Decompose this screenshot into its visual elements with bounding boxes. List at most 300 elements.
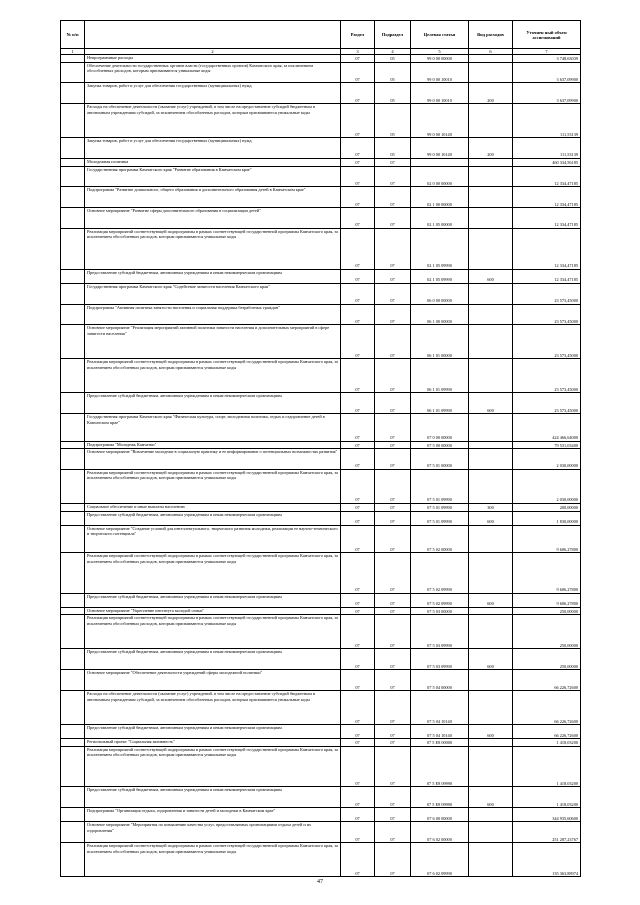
- cell-article: 07 5 E8 00000: [411, 739, 469, 747]
- cell-type: 600: [469, 393, 513, 414]
- cell-article: 07 5 01 09990: [411, 469, 469, 503]
- table-row: [61, 441, 581, 449]
- cell-section: 07: [341, 553, 375, 594]
- budget-document: [60, 20, 580, 877]
- cell-type: [469, 283, 513, 304]
- cell-subsection: 07: [375, 269, 411, 283]
- cell-name: Государственная программа Камчатского края "Физическая культура, спорт, молодежная политика, отдых и оздоровление детей в Камчатском крае": [85, 414, 341, 441]
- cell-type: [469, 441, 513, 449]
- cell-section: 07: [341, 83, 375, 104]
- table-row: [61, 304, 581, 325]
- cell-index: [61, 691, 85, 725]
- cell-section: 07: [341, 670, 375, 691]
- cell-section: 07: [341, 393, 375, 414]
- cell-type: 200: [469, 138, 513, 159]
- cell-type: [469, 607, 513, 615]
- cell-index: [61, 138, 85, 159]
- cell-amount: 12 334,47185: [513, 269, 581, 283]
- cell-type: 200: [469, 83, 513, 104]
- table-row: [61, 525, 581, 552]
- cell-index: [61, 62, 85, 83]
- cell-subsection: 07: [375, 649, 411, 670]
- cell-article: 06 1 01 00000: [411, 325, 469, 359]
- cell-article: 06 1 00 00000: [411, 304, 469, 325]
- cell-article: 99 0 00 00000: [411, 55, 469, 63]
- table-row: [61, 449, 581, 470]
- cell-amount: 23 573,45000: [513, 304, 581, 325]
- cell-section: 07: [341, 414, 375, 441]
- cell-name: Расходы на обеспечение деятельности (оказание услуг) учреждений, в том числе на предоставление субсидий бюджетным и автономным учреждениям субсидий, за исключением обособленных расходов, которым присваиваются уникальные коды: [85, 104, 341, 138]
- cell-article: 07 5 02 00000: [411, 525, 469, 552]
- cell-amount: 2 030,00000: [513, 449, 581, 470]
- table-row: [61, 208, 581, 229]
- cell-section: 07: [341, 187, 375, 208]
- cell-type: [469, 414, 513, 441]
- cell-article: [411, 158, 469, 166]
- table-row: [61, 158, 581, 166]
- cell-section: 07: [341, 325, 375, 359]
- cell-article: 02 1 05 09990: [411, 269, 469, 283]
- cell-index: [61, 746, 85, 787]
- table-row: [61, 166, 581, 187]
- cell-amount: 251 287,23767: [513, 822, 581, 843]
- table-row: [61, 615, 581, 649]
- cell-section: 07: [341, 469, 375, 503]
- cell-article: 07 6 00 00000: [411, 808, 469, 822]
- cell-type: 600: [469, 269, 513, 283]
- cell-type: [469, 166, 513, 187]
- cell-article: 02 1 05 00000: [411, 208, 469, 229]
- cell-article: 07 5 04 10140: [411, 725, 469, 739]
- cell-type: [469, 525, 513, 552]
- cell-amount: 12 334,47185: [513, 166, 581, 187]
- cell-section: 07: [341, 441, 375, 449]
- cell-type: [469, 325, 513, 359]
- cell-name: Предоставление субсидий бюджетным, автономным учреждениям и иным некоммерческим организациям: [85, 593, 341, 607]
- cell-section: 07: [341, 787, 375, 808]
- cell-subsection: 05: [375, 62, 411, 83]
- cell-amount: 111,53139: [513, 104, 581, 138]
- cell-section: 07: [341, 691, 375, 725]
- cell-subsection: 07: [375, 670, 411, 691]
- table-row: [61, 283, 581, 304]
- cell-subsection: 07: [375, 511, 411, 525]
- cell-index: [61, 725, 85, 739]
- cell-section: 07: [341, 304, 375, 325]
- cell-article: 99 0 00 10010: [411, 83, 469, 104]
- cell-subsection: 07: [375, 593, 411, 607]
- cell-subsection: 05: [375, 138, 411, 159]
- cell-index: [61, 325, 85, 359]
- table-row: [61, 808, 581, 822]
- table-row: [61, 269, 581, 283]
- cell-type: [469, 359, 513, 393]
- cell-article: 99 0 00 10010: [411, 62, 469, 83]
- cell-index: [61, 208, 85, 229]
- cell-name: Реализация мероприятий соответствующей подпрограммы в рамках соответствующей государственной программы Камчатского края, за исключением обособленных расходов, которым присваиваются уникальные коды: [85, 359, 341, 393]
- cell-subsection: 05: [375, 83, 411, 104]
- cell-type: 600: [469, 725, 513, 739]
- cell-name: Основное мероприятие "Мероприятия по повышению качества услуг, предоставляемых организациями отдыха детей и их оздоровления": [85, 822, 341, 843]
- cell-type: [469, 670, 513, 691]
- cell-subsection: 07: [375, 503, 411, 511]
- cell-article: 07 5 03 09990: [411, 649, 469, 670]
- cell-type: [469, 553, 513, 594]
- table-row: [61, 739, 581, 747]
- cell-type: 600: [469, 593, 513, 607]
- table-row: [61, 670, 581, 691]
- cell-index: [61, 283, 85, 304]
- cell-article: 07 5 02 09990: [411, 553, 469, 594]
- cell-subsection: 07: [375, 359, 411, 393]
- cell-index: [61, 414, 85, 441]
- cell-subsection: 07: [375, 739, 411, 747]
- budget-table: [60, 20, 581, 877]
- cell-amount: 66 226,72600: [513, 670, 581, 691]
- table-row: [61, 83, 581, 104]
- cell-article: 07 5 E8 09990: [411, 746, 469, 787]
- cell-name: Реализация мероприятий соответствующей подпрограммы в рамках соответствующей государственной программы Камчатского края, за исключением обособленных расходов, которым присваиваются уникальные коды: [85, 615, 341, 649]
- col-number: 4: [375, 49, 411, 55]
- cell-index: [61, 739, 85, 747]
- table-row: [61, 187, 581, 208]
- cell-amount: 23 573,45000: [513, 325, 581, 359]
- cell-name: Реализация мероприятий соответствующей подпрограммы в рамках соответствующей государственной программы Камчатского края, за исключением обособленных расходов, которым присваиваются уникальные коды: [85, 746, 341, 787]
- cell-article: 07 5 00 00000: [411, 441, 469, 449]
- cell-article: 07 5 03 09990: [411, 615, 469, 649]
- cell-type: 600: [469, 649, 513, 670]
- cell-amount: 9 606,27800: [513, 553, 581, 594]
- cell-subsection: 07: [375, 187, 411, 208]
- cell-index: [61, 104, 85, 138]
- cell-amount: 3 637,09900: [513, 62, 581, 83]
- cell-article: 06 1 01 09990: [411, 359, 469, 393]
- cell-type: [469, 449, 513, 470]
- cell-subsection: 07: [375, 525, 411, 552]
- cell-article: 02 1 05 09990: [411, 228, 469, 269]
- cell-amount: 12 334,47185: [513, 208, 581, 229]
- cell-article: 07 6 02 09990: [411, 843, 469, 877]
- cell-section: 07: [341, 843, 375, 877]
- cell-section: 07: [341, 808, 375, 822]
- cell-section: 07: [341, 104, 375, 138]
- cell-subsection: 07: [375, 746, 411, 787]
- cell-name: Социальное обеспечение и иные выплаты населению: [85, 503, 341, 511]
- table-row: [61, 607, 581, 615]
- cell-subsection: 07: [375, 393, 411, 414]
- table-row: [61, 469, 581, 503]
- col-number: 2: [85, 49, 341, 55]
- cell-subsection: 07: [375, 822, 411, 843]
- cell-article: 07 5 E8 09990: [411, 787, 469, 808]
- cell-subsection: 07: [375, 843, 411, 877]
- cell-amount: 12 334,47185: [513, 187, 581, 208]
- cell-article: 07 5 02 09990: [411, 593, 469, 607]
- cell-index: [61, 441, 85, 449]
- cell-name: Непрограммные расходы: [85, 55, 341, 63]
- cell-name: Молодежная политика: [85, 158, 341, 166]
- cell-subsection: 07: [375, 725, 411, 739]
- cell-section: 07: [341, 503, 375, 511]
- cell-index: [61, 670, 85, 691]
- cell-type: [469, 843, 513, 877]
- cell-type: [469, 746, 513, 787]
- cell-amount: 1 418,03200: [513, 787, 581, 808]
- cell-subsection: 07: [375, 158, 411, 166]
- cell-index: [61, 511, 85, 525]
- cell-name: Основное мероприятие "Развитие сферы дополнительного образования в социализации детей": [85, 208, 341, 229]
- table-row: [61, 843, 581, 877]
- header-index: № п/п: [61, 21, 85, 49]
- cell-section: 07: [341, 138, 375, 159]
- cell-index: [61, 787, 85, 808]
- table-row: [61, 228, 581, 269]
- cell-subsection: 07: [375, 787, 411, 808]
- col-number: 7: [513, 49, 581, 55]
- cell-section: 07: [341, 283, 375, 304]
- cell-article: 06 0 00 00000: [411, 283, 469, 304]
- cell-amount: 1 830,00000: [513, 511, 581, 525]
- cell-name: Подпрограмма "Организация отдыха, оздоровления и занятости детей и молодежи в Камчатском крае": [85, 808, 341, 822]
- cell-name: Реализация мероприятий соответствующей подпрограммы в рамках соответствующей государственной программы Камчатского края, за исключением обособленных расходов, которым присваиваются уникальные коды: [85, 469, 341, 503]
- cell-article: 07 5 04 10140: [411, 691, 469, 725]
- cell-name: Закупка товаров, работ и услуг для обеспечения государственных (муниципальных) нужд: [85, 138, 341, 159]
- cell-index: [61, 615, 85, 649]
- col-number: 1: [61, 49, 85, 55]
- cell-subsection: 07: [375, 691, 411, 725]
- table-row: [61, 55, 581, 63]
- cell-subsection: 07: [375, 607, 411, 615]
- cell-amount: 66 226,72600: [513, 725, 581, 739]
- header-article: Целевая статья: [411, 21, 469, 49]
- cell-type: [469, 304, 513, 325]
- cell-type: [469, 228, 513, 269]
- cell-amount: 79 531,03400: [513, 441, 581, 449]
- cell-subsection: 07: [375, 414, 411, 441]
- col-number: 3: [341, 49, 375, 55]
- cell-index: [61, 822, 85, 843]
- cell-index: [61, 649, 85, 670]
- cell-amount: 1 418,03200: [513, 739, 581, 747]
- cell-article: 07 0 00 00000: [411, 414, 469, 441]
- table-row: [61, 104, 581, 138]
- cell-amount: 3 637,09900: [513, 83, 581, 104]
- cell-article: 99 0 00 10140: [411, 138, 469, 159]
- cell-name: Предоставление субсидий бюджетным, автономным учреждениям и иным некоммерческим организациям: [85, 511, 341, 525]
- cell-amount: 111,53139: [513, 138, 581, 159]
- cell-type: [469, 808, 513, 822]
- cell-index: [61, 166, 85, 187]
- cell-subsection: 07: [375, 166, 411, 187]
- cell-section: 07: [341, 822, 375, 843]
- cell-amount: 12 334,47185: [513, 228, 581, 269]
- cell-amount: 2 030,00000: [513, 469, 581, 503]
- cell-subsection: 07: [375, 441, 411, 449]
- cell-index: [61, 187, 85, 208]
- cell-subsection: 07: [375, 304, 411, 325]
- cell-type: 300: [469, 503, 513, 511]
- cell-index: [61, 525, 85, 552]
- cell-type: [469, 62, 513, 83]
- cell-name: Реализация мероприятий соответствующей подпрограммы в рамках соответствующей государственной программы Камчатского края, за исключением обособленных расходов, которым присваиваются уникальные коды: [85, 843, 341, 877]
- cell-amount: 200,00000: [513, 503, 581, 511]
- cell-name: Предоставление субсидий бюджетным, автономным учреждениям и иным некоммерческим организациям: [85, 787, 341, 808]
- cell-name: Подпрограмма "Молодежь Камчатки": [85, 441, 341, 449]
- cell-name: Закупка товаров, работ и услуг для обеспечения государственных (муниципальных) нужд: [85, 83, 341, 104]
- table-row: [61, 691, 581, 725]
- cell-type: [469, 55, 513, 63]
- cell-name: Основное мероприятие "Реализация мероприятий активной политики занятости населения и дополнительных мероприятий в сфере занятости населения": [85, 325, 341, 359]
- table-row: [61, 359, 581, 393]
- table-row: [61, 746, 581, 787]
- table-row: [61, 138, 581, 159]
- cell-amount: 1 418,03200: [513, 746, 581, 787]
- cell-index: [61, 808, 85, 822]
- cell-subsection: 05: [375, 104, 411, 138]
- cell-index: [61, 359, 85, 393]
- cell-subsection: 07: [375, 553, 411, 594]
- cell-type: 600: [469, 511, 513, 525]
- cell-index: [61, 83, 85, 104]
- cell-index: [61, 393, 85, 414]
- cell-name: Основное мероприятие "Обеспечение деятельности учреждений сферы молодежной политики": [85, 670, 341, 691]
- cell-name: Обеспечение деятельности государственных органов власти (государственных органов) Камчатского края, за исключением обособленных расходов, которым присваиваются уникальные коды: [85, 62, 341, 83]
- cell-index: [61, 55, 85, 63]
- cell-subsection: 05: [375, 55, 411, 63]
- table-row: [61, 725, 581, 739]
- header-amount: Уточнен ный объем ассигнований: [513, 21, 581, 49]
- cell-section: 07: [341, 166, 375, 187]
- cell-name: Основное мероприятие "Укрепление института молодой семьи": [85, 607, 341, 615]
- cell-index: [61, 469, 85, 503]
- cell-amount: 344 935,60600: [513, 808, 581, 822]
- cell-section: 07: [341, 449, 375, 470]
- cell-section: 07: [341, 208, 375, 229]
- cell-amount: 250,00000: [513, 649, 581, 670]
- cell-amount: 23 573,45000: [513, 393, 581, 414]
- header-type: Вид расходов: [469, 21, 513, 49]
- cell-article: 99 0 00 10140: [411, 104, 469, 138]
- cell-article: 07 5 01 09990: [411, 511, 469, 525]
- cell-type: [469, 208, 513, 229]
- cell-index: [61, 449, 85, 470]
- cell-subsection: 07: [375, 808, 411, 822]
- cell-amount: 3 748,63039: [513, 55, 581, 63]
- cell-section: 07: [341, 228, 375, 269]
- cell-subsection: 07: [375, 469, 411, 503]
- cell-amount: 9 606,27800: [513, 593, 581, 607]
- table-row: [61, 593, 581, 607]
- table-row: [61, 511, 581, 525]
- cell-type: [469, 104, 513, 138]
- cell-type: [469, 158, 513, 166]
- table-body: [61, 55, 581, 877]
- cell-section: 07: [341, 62, 375, 83]
- cell-name: Предоставление субсидий бюджетным, автономным учреждениям и иным некоммерческим организациям: [85, 725, 341, 739]
- cell-name: Государственная программа Камчатского края "Развитие образования в Камчатском крае": [85, 166, 341, 187]
- col-number: 6: [469, 49, 513, 55]
- col-number: 5: [411, 49, 469, 55]
- cell-name: Государственная программа Камчатского края "Содействие занятости населения Камчатского края": [85, 283, 341, 304]
- cell-article: 07 5 04 00000: [411, 670, 469, 691]
- cell-type: [469, 822, 513, 843]
- cell-subsection: 07: [375, 615, 411, 649]
- cell-amount: 424 466,64000: [513, 414, 581, 441]
- cell-index: [61, 843, 85, 877]
- cell-amount: 66 226,72600: [513, 691, 581, 725]
- cell-index: [61, 607, 85, 615]
- cell-subsection: 07: [375, 228, 411, 269]
- page-number: 47: [317, 879, 323, 885]
- table-row: [61, 62, 581, 83]
- cell-amount: 9 606,27800: [513, 525, 581, 552]
- cell-type: [469, 691, 513, 725]
- cell-section: 07: [341, 55, 375, 63]
- cell-subsection: 07: [375, 283, 411, 304]
- cell-section: 07: [341, 725, 375, 739]
- cell-article: 07 5 01 09990: [411, 503, 469, 511]
- cell-index: [61, 304, 85, 325]
- cell-section: 07: [341, 359, 375, 393]
- cell-amount: 250,00000: [513, 615, 581, 649]
- cell-index: [61, 269, 85, 283]
- cell-index: [61, 553, 85, 594]
- cell-amount: 23 573,45000: [513, 283, 581, 304]
- table-row: [61, 553, 581, 594]
- cell-section: 07: [341, 649, 375, 670]
- cell-name: Основное мероприятие "Создание условий для интеллектуального, творческого развития молодежи, реализации ее научно-технического и творческого потенциала": [85, 525, 341, 552]
- table-row: [61, 787, 581, 808]
- cell-section: 07: [341, 746, 375, 787]
- cell-index: [61, 503, 85, 511]
- table-row: [61, 414, 581, 441]
- header-subsection: Подраздел: [375, 21, 411, 49]
- table-row: [61, 393, 581, 414]
- table-row: [61, 822, 581, 843]
- header-name: [85, 21, 341, 49]
- cell-section: 07: [341, 525, 375, 552]
- cell-amount: 135 363,88974: [513, 843, 581, 877]
- cell-name: Расходы на обеспечение деятельности (оказание услуг) учреждений, в том числе на предоставление субсидий бюджетным и автономным учреждениям субсидий, за исключением обособленных расходов, которым присваиваются уникальные коды: [85, 691, 341, 725]
- cell-article: 02 1 00 00000: [411, 187, 469, 208]
- cell-name: Основное мероприятие "Вовлечение молодежи в социальную практику и ее информирование о потенциальных возможностях развития": [85, 449, 341, 470]
- cell-name: Предоставление субсидий бюджетным, автономным учреждениям и иным некоммерческим организациям: [85, 269, 341, 283]
- cell-amount: 250,00000: [513, 607, 581, 615]
- cell-article: 06 1 01 09990: [411, 393, 469, 414]
- cell-name: Реализация мероприятий соответствующей подпрограммы в рамках соответствующей государственной программы Камчатского края, за исключением обособленных расходов, которым присваиваются уникальные коды: [85, 228, 341, 269]
- cell-type: [469, 469, 513, 503]
- cell-name: Подпрограмма "Развитие дошкольного, общего образования и дополнительного образования детей в Камчатском крае": [85, 187, 341, 208]
- header-row: [61, 21, 581, 49]
- cell-section: 07: [341, 615, 375, 649]
- cell-type: 600: [469, 787, 513, 808]
- header-section: Раздел: [341, 21, 375, 49]
- cell-name: Региональный проект "Социальная активность": [85, 739, 341, 747]
- cell-section: 07: [341, 511, 375, 525]
- cell-section: 07: [341, 269, 375, 283]
- cell-subsection: 07: [375, 325, 411, 359]
- cell-name: Предоставление субсидий бюджетным, автономным учреждениям и иным некоммерческим организациям: [85, 393, 341, 414]
- cell-subsection: 07: [375, 208, 411, 229]
- cell-article: 02 0 00 00000: [411, 166, 469, 187]
- cell-index: [61, 228, 85, 269]
- cell-type: [469, 187, 513, 208]
- cell-article: 07 6 02 00000: [411, 822, 469, 843]
- cell-section: 07: [341, 158, 375, 166]
- cell-section: 07: [341, 739, 375, 747]
- cell-subsection: 07: [375, 449, 411, 470]
- table-row: [61, 649, 581, 670]
